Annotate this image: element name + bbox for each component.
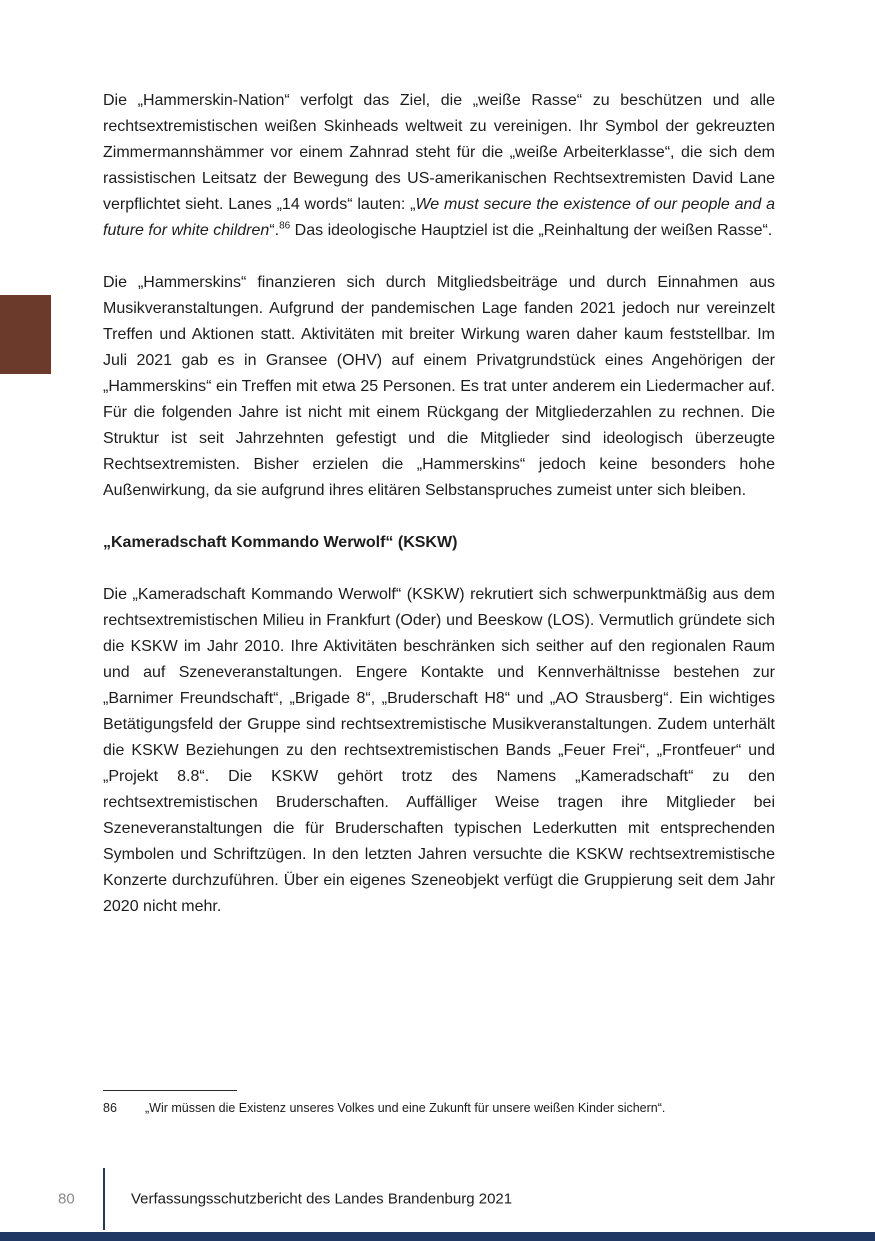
paragraph-text: Das ideologische Hauptziel ist die „Reinhaltung der weißen Rasse“.: [290, 222, 773, 239]
paragraph-kskw: Die „Kameradschaft Kommando Werwolf“ (KSKW) rekrutiert sich schwerpunktmäßig aus dem rechtsextremistischen Milieu in Frankfurt (Oder) und Beeskow (LOS). Vermutlich gründete sich die KSKW im Jahr 2010. Ihre Aktivitäten beschränken sich seither auf den regionalen Raum und auf Szeneveranstaltungen. Engere Kontakte und Kennverhältnisse bestehen zur „Barnimer Freundschaft“, „Brigade 8“, „Bruderschaft H8“ und „AO Strausberg“. Ein wichtiges Betätigungsfeld der Gruppe sind rechtsextremistische Musikveranstaltungen. Zudem unterhält die KSKW Beziehungen zu den rechtsextremistischen Bands „Feuer Frei“, „Frontfeuer“ und „Projekt 8.8“. Die KSKW gehört trotz des Namens „Kameradschaft“ zu den rechtsextremistischen Bruderschaften. Auffälliger Weise tragen ihre Mitglieder bei Szeneveranstaltungen die für Bruderschaften typischen Lederkutten mit entsprechenden Symbolen und Schriftzügen. In den letzten Jahren versuchte die KSKW rechtsextremistische Konzerte durchzuführen. Über ein eigenes Szeneobjekt verfügt die Gruppierung seit dem Jahr 2020 nicht mehr.: [103, 586, 775, 915]
footnote-rule: [103, 1090, 237, 1091]
bottom-accent-bar: [0, 1232, 875, 1241]
paragraph-text: Die „Hammerskin-Nation“ verfolgt das Ziel, die „weiße Rasse“ zu beschützen und alle rechtsextremistischen weißen Skinheads weltweit zu vereinigen. Ihr Symbol der gekreuzten Zimmermannshämmer vor einem Zahnrad steht für die „weiße Arbeiterklasse“, die sich dem rassistischen Leitsatz der Bewegung des US-amerikanischen Rechtsextremisten David Lane verpflichtet sieht. Lanes „14 words“ lauten: „: [103, 92, 775, 213]
footnote-reference: 86: [279, 220, 291, 232]
paragraph-hammerskins-finances: Die „Hammerskins“ finanzieren sich durch Mitgliedsbeiträge und durch Einnahmen aus Musikveranstaltungen. Aufgrund der pandemischen Lage fanden 2021 jedoch nur vereinzelt Treffen und Aktionen statt. Aktivitäten mit breiter Wirkung waren daher kaum feststellbar. Im Juli 2021 gab es in Gransee (OHV) auf einem Privatgrundstück eines Angehörigen der „Hammerskins“ ein Treffen mit etwa 25 Personen. Es trat unter anderem ein Liedermacher auf. Für die folgenden Jahre ist nicht mit einem Rückgang der Mitgliederzahlen zu rechnen. Die Struktur ist seit Jahrzehnten gefestigt und die Mitglieder sind ideologisch überzeugte Rechtsextremisten. Bisher erzielen die „Hammerskins“ jedoch keine besonders hohe Außenwirkung, da sie aufgrund ihres elitären Selbstanspruches zumeist unter sich bleiben.: [103, 274, 775, 499]
paragraph-text: “.: [269, 222, 280, 239]
footer-divider: [103, 1168, 105, 1230]
quoted-lane-citation: We must secure the existence of our people and a future for white children: [103, 196, 776, 239]
section-heading-kskw: „Kameradschaft Kommando Werwolf“ (KSKW): [103, 534, 458, 551]
page-content: [103, 88, 775, 946]
page-footer: [0, 1168, 875, 1230]
footnote-block: [103, 1090, 775, 1117]
paragraph-hammerskin-nation: [103, 88, 775, 244]
footer-page-number: 80: [58, 1190, 75, 1208]
chapter-tab-marker: [0, 295, 51, 374]
footer-report-title: Verfassungsschutzbericht des Landes Brandenburg 2021: [131, 1190, 513, 1208]
footnote-number: 86: [103, 1101, 117, 1115]
footnote-line: [103, 1100, 775, 1117]
footnote-text: „Wir müssen die Existenz unseres Volkes und eine Zukunft für unsere weißen Kinder sichern“.: [145, 1101, 666, 1115]
